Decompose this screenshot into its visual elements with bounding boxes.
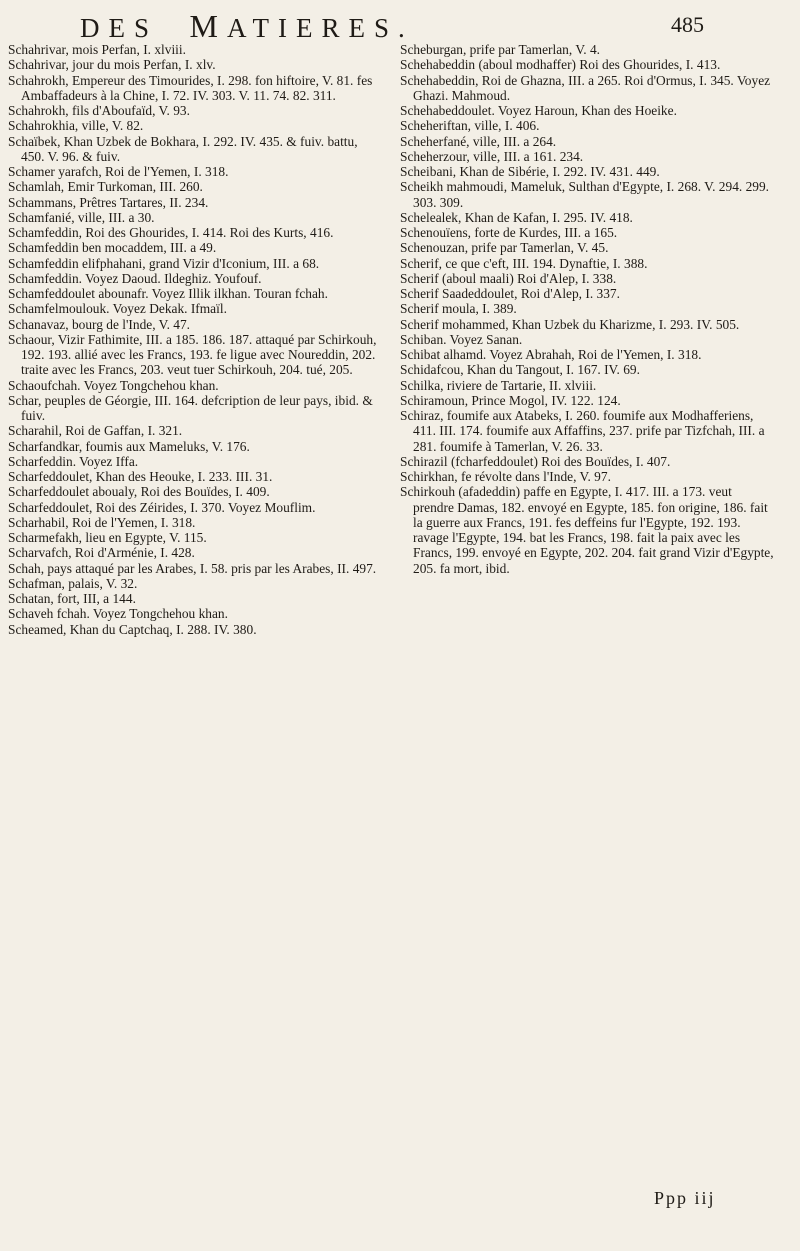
- index-entry: Schammans, Prêtres Tartares, II. 234.: [8, 194, 209, 210]
- index-entry: Schamfanié, ville, III. a 30.: [8, 209, 155, 225]
- index-entry: Scheamed, Khan du Captchaq, I. 288. IV. 380.: [8, 621, 257, 637]
- index-entry: Schafman, palais, V. 32.: [8, 575, 138, 591]
- index-entry: Scherif mohammed, Khan Uzbek du Kharizme, I. 293. IV. 505.: [400, 316, 740, 332]
- index-entry: Schiban. Voyez Sanan.: [400, 331, 523, 347]
- index-entry: Scharahil, Roi de Gaffan, I. 321.: [8, 423, 183, 439]
- running-head-title: [80, 8, 414, 45]
- index-entry: Schar, peuples de Géorgie, III. 164. defcription de leur pays, ibid. & fuiv.: [8, 392, 373, 423]
- index-column-left: [8, 42, 382, 637]
- running-head: [80, 8, 720, 44]
- index-entry: Schamfeddin elifphahani, grand Vizir d'Iconium, III. a 68.: [8, 255, 320, 271]
- index-entry: Schidafcou, Khan du Tangout, I. 167. IV. 69.: [400, 362, 640, 378]
- page-number: 485: [671, 12, 704, 37]
- index-entry: Schahrokh, fils d'Aboufaïd, V. 93.: [8, 103, 190, 118]
- index-entry: Schaveh fchah. Voyez Tongchehou khan.: [8, 606, 228, 622]
- index-entry: Schahrokhia, ville, V. 82.: [8, 118, 144, 134]
- index-entry: Schehabeddoulet. Voyez Haroun, Khan des Hoeike.: [400, 103, 677, 118]
- index-entry: Scharvafch, Roi d'Arménie, I. 428.: [8, 545, 195, 561]
- index-entry: Scharfeddin. Voyez Iffa.: [8, 453, 139, 469]
- index-entry: Scheibani, Khan de Sibérie, I. 292. IV. 431. 449.: [400, 164, 660, 179]
- index-entry: Scherif, ce que c'eft, III. 194. Dynaftie, I. 388.: [400, 255, 648, 271]
- index-entry: Scharfeddoulet, Roi des Zéirides, I. 370. Voyez Mouflim.: [8, 499, 316, 515]
- index-entry: Schaoufchah. Voyez Tongchehou khan.: [8, 377, 219, 393]
- index-entry: Schibat alhamd. Voyez Abrahah, Roi de l'Yemen, I. 318.: [400, 347, 702, 362]
- index-column-right: [400, 42, 774, 576]
- index-entry: Scheherzour, ville, III. a 161. 234.: [400, 148, 584, 164]
- index-entry: Schiramoun, Prince Mogol, IV. 122. 124.: [400, 392, 621, 408]
- index-entry: Schahrivar, mois Perfan, I. xlviii.: [8, 42, 186, 57]
- index-entry: Scharmefakh, lieu en Egypte, V. 115.: [8, 530, 207, 545]
- index-entry: Schamfelmoulouk. Voyez Dekak. Ifmaïl.: [8, 301, 227, 317]
- index-entry: Scharfeddoulet aboualy, Roi des Bouïdes, I. 409.: [8, 484, 270, 500]
- index-entry: Schenouzan, prife par Tamerlan, V. 45.: [400, 240, 609, 256]
- index-entry: Scherif Saadeddoulet, Roi d'Alep, I. 337.: [400, 286, 620, 301]
- index-entry: Schatan, fort, III, a 144.: [8, 591, 136, 606]
- running-head-left: DES: [80, 13, 159, 43]
- index-entry: Schahrokh, Empereur des Timourides, I. 298. fon hiftoire, V. 81. fes Ambaffadeurs à la Chine, I. 72. IV. 303. V. 11. 74. 82. 311.: [8, 72, 373, 103]
- index-entry: Schirkouh (afadeddin) paffe en Egypte, I. 417. III. a 173. veut prendre Damas, 182. envoyé en Egypte, 185. fon origine, 186. fait la guerre aux Francs, 191. fes deffeins fur l'Egypte, 192. 193. ravage l'Egypte, 194. bat les Francs, 198. fait la paix avec les Francs, 199. envoyé en Egypte, 202. 204. fait grand Vizir d'Egypte, 205. fa mort, ibid.: [400, 484, 774, 576]
- index-entry: Scheherfané, ville, III. a 264.: [400, 133, 557, 149]
- index-entry: Schanavaz, bourg de l'Inde, V. 47.: [8, 316, 191, 332]
- index-entry: Schamfeddoulet abounafr. Voyez Illik ilkhan. Touran fchah.: [8, 286, 328, 301]
- index-entry: Schaïbek, Khan Uzbek de Bokhara, I. 292. IV. 435. & fuiv. battu, 450. V. 96. & fuiv.: [8, 133, 358, 164]
- index-entry: Schamfeddin ben mocaddem, III. a 49.: [8, 240, 217, 256]
- index-entry: Scherif (aboul maali) Roi d'Alep, I. 338.: [400, 270, 617, 286]
- index-entry: Schamer yarafch, Roi de l'Yemen, I. 318.: [8, 164, 229, 179]
- index-entry: Scharfandkar, foumis aux Mameluks, V. 176.: [8, 438, 250, 454]
- index-entry: Schah, pays attaqué par les Arabes, I. 58. pris par les Arabes, II. 497.: [8, 560, 377, 576]
- index-entry: Schenouïens, forte de Kurdes, III. a 165.: [400, 225, 618, 240]
- index-entry: Scherif moula, I. 389.: [400, 301, 517, 317]
- index-entry: Scheheriftan, ville, I. 406.: [400, 118, 540, 134]
- index-entry: Schiraz, foumife aux Atabeks, I. 260. foumife aux Modhafferiens, 411. III. 174. foumife aux Affaffins, 237. prife par Tizfchah, III. a 281. foumife à Tamerlan, V. 26. 33.: [400, 408, 765, 454]
- index-entry: Scheburgan, prife par Tamerlan, V. 4.: [400, 42, 600, 57]
- signature-mark: Ppp iij: [654, 1188, 716, 1208]
- running-head-rest: ATIERES.: [226, 13, 414, 43]
- index-entry: Schaour, Vizir Fathimite, III. a 185. 186. 187. attaqué par Schirkouh, 192. 193. allié avec les Francs, 193. fe ligue avec Noureddin, 202. traite avec les Francs, 203. veut tuer Schirkouh, 204. tué, 205.: [8, 331, 377, 378]
- index-entry: Schelealek, Khan de Kafan, I. 295. IV. 418.: [400, 209, 633, 225]
- index-entry: Schehabeddin, Roi de Ghazna, III. a 265. Roi d'Ormus, I. 345. Voyez Ghazi. Mahmoud.: [400, 72, 771, 103]
- index-entry: Schehabeddin (aboul modhaffer) Roi des Ghourides, I. 413.: [400, 57, 721, 73]
- index-entry: Scheikh mahmoudi, Mameluk, Sulthan d'Egypte, I. 268. V. 294. 299. 303. 309.: [400, 179, 770, 210]
- index-entry: Schahrivar, jour du mois Perfan, I. xlv.: [8, 57, 216, 73]
- index-entry: Schamfeddin. Voyez Daoud. Ildeghiz. Youfouf.: [8, 270, 262, 286]
- index-entry: Schirazil (fcharfeddoulet) Roi des Bouïdes, I. 407.: [400, 453, 671, 469]
- running-head-initial: M: [189, 8, 227, 44]
- index-entry: Schirkhan, fe révolte dans l'Inde, V. 97.: [400, 469, 611, 484]
- index-entry: Schamfeddin, Roi des Ghourides, I. 414. Roi des Kurts, 416.: [8, 225, 334, 240]
- index-entry: Scharhabil, Roi de l'Yemen, I. 318.: [8, 514, 196, 530]
- index-entry: Schilka, riviere de Tartarie, II. xlviii.: [400, 377, 597, 393]
- index-entry: Schamlah, Emir Turkoman, III. 260.: [8, 179, 203, 195]
- index-entry: Scharfeddoulet, Khan des Heouke, I. 233. III. 31.: [8, 469, 273, 484]
